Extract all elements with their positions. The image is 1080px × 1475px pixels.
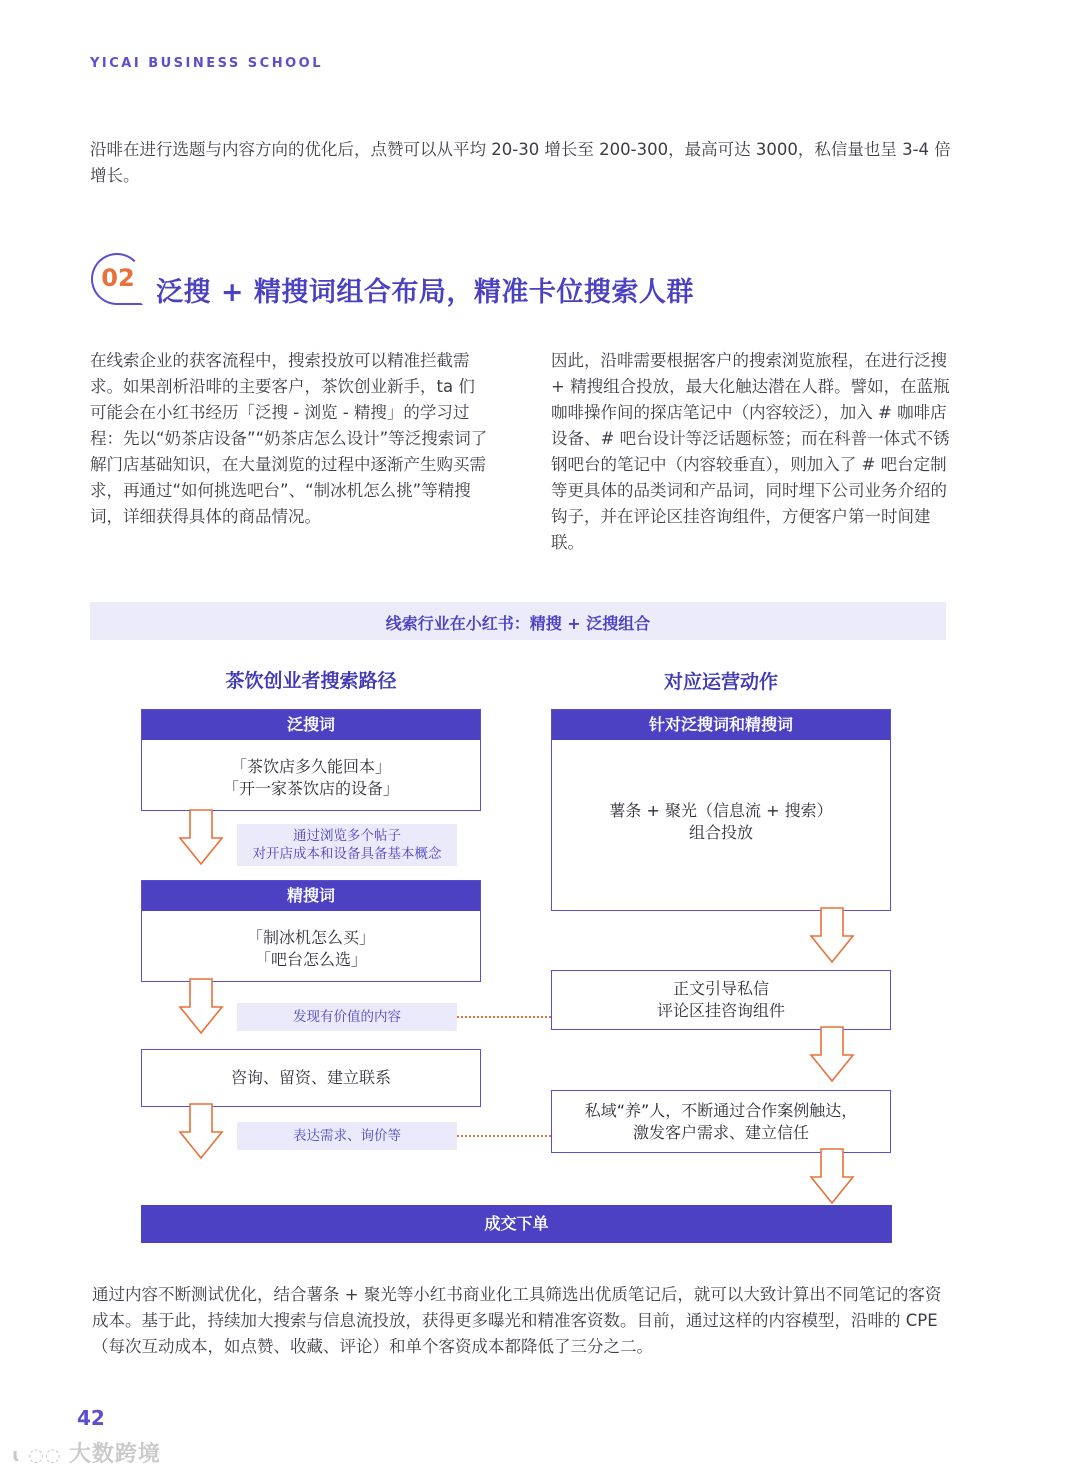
precise-search-query-2: 「吧台怎么选」 [254, 950, 367, 969]
dotted-connector [457, 1135, 551, 1137]
section-number: 02 [101, 264, 135, 292]
private-domain-line1: 私域“养”人，不断通过合作案例触达， [584, 1101, 858, 1120]
conclusion-paragraph: 通过内容不断测试优化，结合薯条 + 聚光等小红书商业化工具筛选出优质笔记后，就可以大致计算出不同笔记的客资成本。基于此，持续加大搜索与信息流投放，获得更多曝光和精准客资数。目前，通过这样的内容模型，沿啡的 CPE（每次互动成本，如点赞、收藏、评论）和单个客资成本都降低了三分之二。 [92, 1285, 942, 1356]
combined-ads-line2: 组合投放 [688, 823, 753, 842]
private-domain-line2: 激发客户需求、建立信任 [632, 1123, 809, 1142]
guide-dm-line1: 正文引导私信 [672, 979, 769, 998]
consult-box [141, 1049, 481, 1107]
section-title: 泛搜 + 精搜词组合布局，精准卡位搜索人群 [156, 277, 694, 308]
down-arrow-icon [178, 977, 224, 1035]
precise-search-query-1: 「制冰机怎么买」 [246, 928, 375, 947]
browse-tag-line1: 通过浏览多个帖子 [293, 828, 401, 844]
consult-text: 咨询、留资、建立联系 [230, 1068, 391, 1087]
watermark-text: 大数跨境 [68, 1442, 161, 1467]
page-number: 42 [77, 1406, 105, 1430]
down-arrow-icon [178, 1102, 224, 1160]
broad-search-box [141, 709, 481, 811]
down-arrow-icon [809, 906, 855, 964]
right-heading: 对应运营动作 [663, 671, 778, 693]
combined-ads-box [551, 709, 891, 911]
browse-tag-line2: 对开店成本和设备具备基本概念 [252, 846, 442, 862]
down-arrow-icon [178, 808, 224, 866]
valuable-content-tag: 发现有价值的内容 [237, 1003, 457, 1031]
browse-tag [237, 824, 457, 866]
left-heading: 茶饮创业者搜索路径 [225, 670, 397, 692]
broad-search-query-2: 「开一家茶饮店的设备」 [222, 779, 399, 798]
precise-search-box [141, 880, 481, 982]
combined-ads-header: 针对泛搜词和精搜词 [552, 710, 890, 740]
watermark-logo-icon: ɩ ◌◌ [12, 1445, 69, 1466]
precise-search-header: 精搜词 [142, 881, 480, 911]
diagram-banner-title: 线索行业在小红书：精搜 + 泛搜组合 [385, 614, 651, 633]
down-arrow-icon [809, 1025, 855, 1083]
left-column-text: 在线索企业的获客流程中，搜索投放可以精准拦截需求。如果剖析沿啡的主要客户，茶饮创业新手，ta 们可能会在小红书经历「泛搜 - 浏览 - 精搜」的学习过程：先以“奶茶店设备”“奶茶店怎么设计”等泛搜索词了解门店基础知识，在大量浏览的过程中逐渐产生购买需求，再通过“如何挑选吧台”、“制冰机怎么挑”等精搜词，详细获得具体的商品情况。 [90, 351, 488, 526]
combined-ads-line1: 薯条 + 聚光（信息流 + 搜索） [609, 801, 833, 820]
brand-header: YICAI BUSINESS SCHOOL [90, 56, 323, 71]
dotted-connector [457, 1016, 551, 1018]
broad-search-header: 泛搜词 [142, 710, 480, 740]
down-arrow-icon [809, 1147, 855, 1205]
express-need-tag: 表达需求、询价等 [237, 1122, 457, 1150]
private-domain-box [551, 1090, 891, 1153]
intro-paragraph: 沿啡在进行选题与内容方向的优化后，点赞可以从平均 20-30 增长至 200-300，最高可达 3000，私信量也呈 3-4 倍增长。 [90, 140, 951, 185]
right-column-text: 因此，沿啡需要根据客户的搜索浏览旅程，在进行泛搜 + 精搜组合投放，最大化触达潜在人群。譬如，在蓝瓶咖啡操作间的探店笔记中（内容较泛），加入 # 咖啡店设备、# 吧台设计等泛话题标签；而在科普一体式不锈钢吧台的笔记中（内容较垂直），则加入了 # 吧台定制等更具体的品类词和产品词，同时埋下公司业务介绍的钩子，并在评论区挂咨询组件，方便客户第一时间建联。 [551, 351, 950, 552]
guide-dm-line2: 评论区挂咨询组件 [656, 1001, 785, 1020]
watermark [12, 1437, 161, 1468]
deal-closed-bar: 成交下单 [141, 1205, 892, 1243]
guide-dm-box [551, 970, 891, 1030]
broad-search-query-1: 「茶饮店多久能回本」 [230, 757, 391, 776]
